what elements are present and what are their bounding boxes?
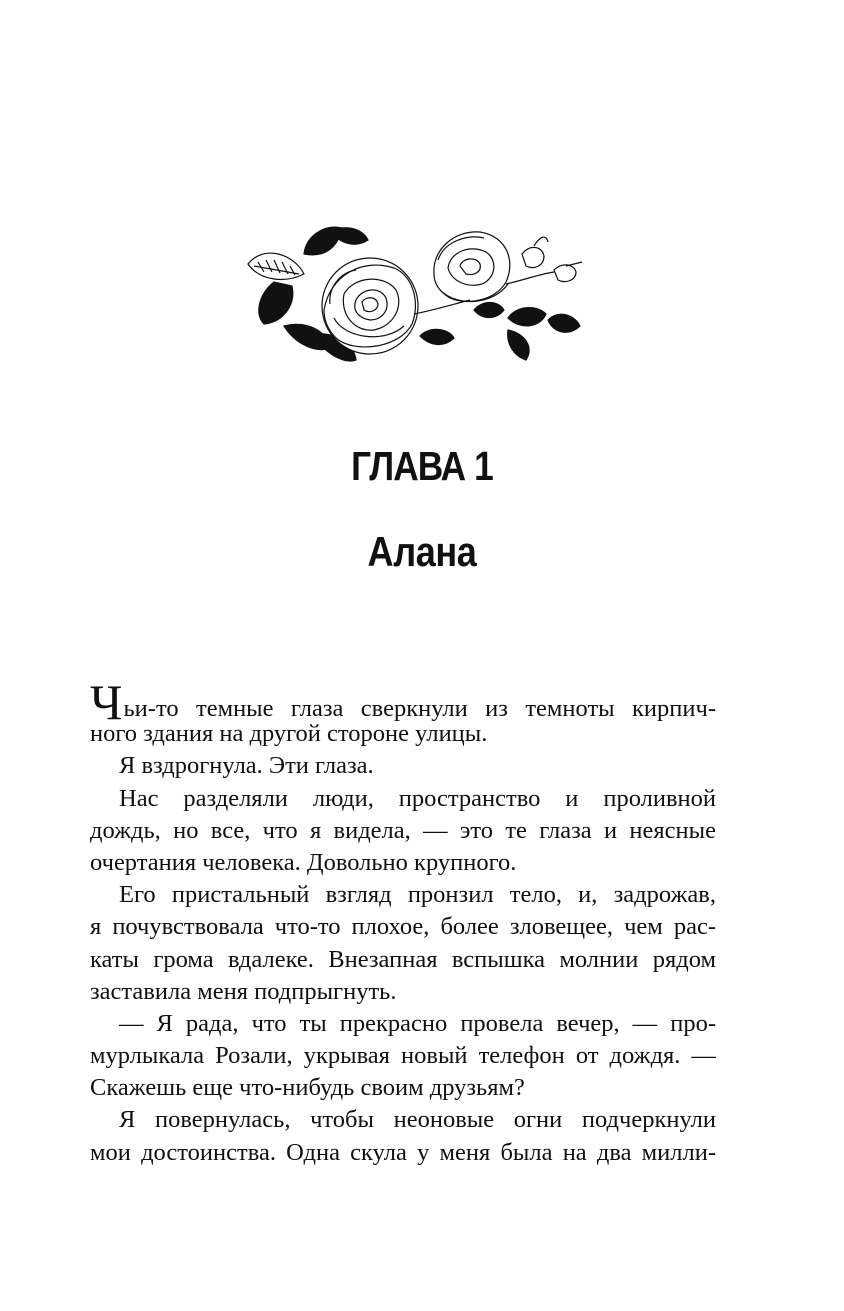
text-line: мурлыкала Розали, укрывая новый телефон от дождя. — (90, 1042, 716, 1070)
text-line: очертания человека. Довольно крупного. (90, 848, 517, 876)
chapter-title: Алана (367, 528, 477, 575)
text-line: Нас разделяли люди, пространство и проливной (119, 784, 716, 812)
text-line: Я повернулась, чтобы неоновые огни подчеркнули (119, 1106, 716, 1134)
text-line: Скажешь еще что-нибудь своим друзьям? (90, 1074, 525, 1102)
chapter-body (90, 674, 716, 1169)
text-line: дождь, но все, что я видела, — это те глаза и неясные (90, 816, 716, 844)
text-line: Я вздрогнула. Эти глаза. (119, 752, 374, 780)
text-line: ного здания на другой стороне улицы. (90, 720, 488, 748)
text-line: Чьи-то темные глаза сверкнули из темноты кирпич- (90, 674, 716, 730)
chapter-number: ГЛАВА 1 (351, 443, 493, 489)
text-line: каты грома вдалеке. Внезапная вспышка молнии рядом (90, 945, 716, 973)
text-line: Его пристальный взгляд пронзил тело, и, задрожав, (119, 881, 716, 909)
text-line: заставила меня подпрыгнуть. (90, 977, 397, 1005)
drop-cap: Ч (90, 674, 123, 730)
text-line: — Я рада, что ты прекрасно провела вечер, — про- (119, 1009, 716, 1037)
text-line: мои достоинства. Одна скула у меня была на два милли- (90, 1138, 716, 1166)
roses-ornament-icon (244, 214, 586, 370)
text-line: я почувствовала что-то плохое, более зловещее, чем рас- (90, 913, 716, 941)
